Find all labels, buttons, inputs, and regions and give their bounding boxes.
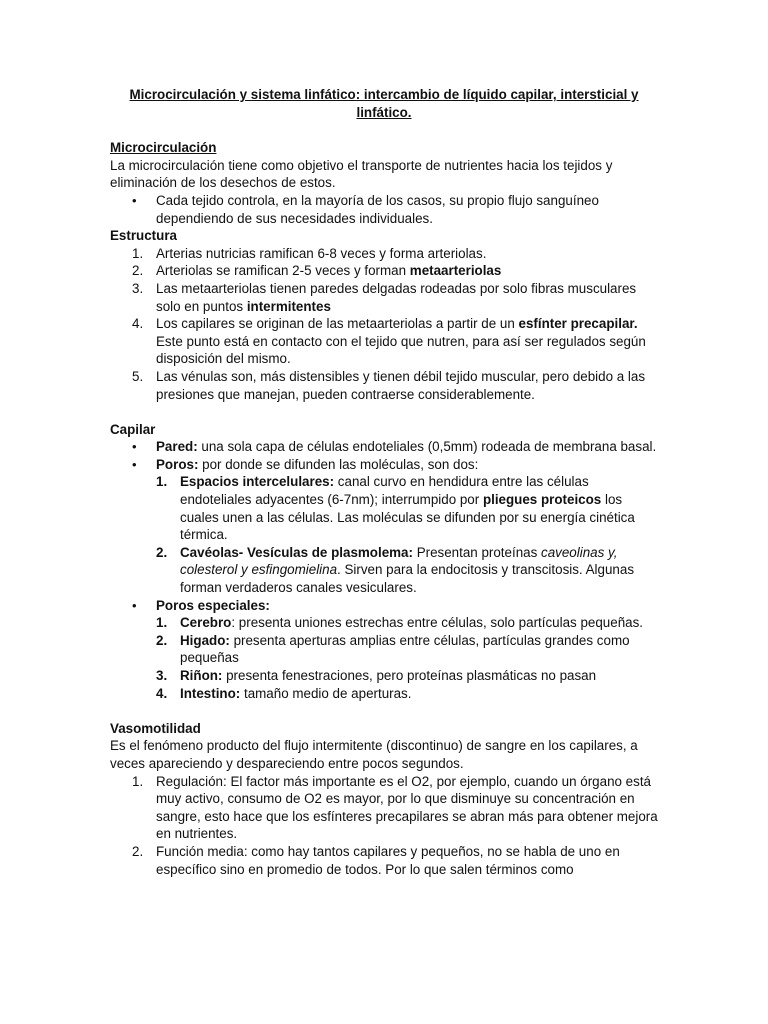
list-item: 1. Espacios intercelulares: canal curvo en hendidura entre las células endoteliales adyacentes (6-7nm); interrumpido por pliegues proteicos los cuales unen a las células. Las moléculas se difunden por su energía cinética térmica. <box>156 474 635 543</box>
list-item: 3. Las metaarteriolas tienen paredes delgadas rodeadas por solo fibras musculares solo en puntos intermitentes <box>132 280 637 314</box>
spacer <box>110 702 658 720</box>
list-item: 2. Cavéolas- Vesículas de plasmolema: Presentan proteínas caveolinas y, colesterol y esfingomielina. Sirven para la endocitosis y transcitosis. Algunas forman verdaderos canales vesiculares. <box>156 544 635 596</box>
especiales-sublist <box>110 614 658 702</box>
list-item: 3. Riñon: presenta fenestraciones, pero proteínas plasmáticas no pasan <box>156 668 597 683</box>
list-item: 1. Arterias nutricias ramifican 6-8 veces y forma arteriolas. <box>132 245 487 261</box>
list-item: 4. Intestino: tamaño medio de aperturas. <box>156 685 412 701</box>
list-item: 2. Higado: presenta aperturas amplias entre células, partículas grandes como pequeñas <box>156 632 630 666</box>
spacer <box>110 403 658 421</box>
list-item: • Poros: por donde se difunden las moléculas, son dos: <box>110 456 658 474</box>
list-item: • Poros especiales: <box>110 597 658 615</box>
document-body <box>110 86 658 878</box>
section-heading-microcirculacion: Microcirculación <box>110 140 217 156</box>
list-item: 5. Las vénulas son, más distensibles y tienen débil tejido muscular, pero debido a las presiones que manejan, pueden contraerse considerablemente. <box>132 368 646 402</box>
list-item: 2. Arteriolas se ramifican 2-5 veces y forman metaarteriolas <box>132 263 502 279</box>
section-heading-vasomotilidad: Vasomotilidad <box>110 720 201 736</box>
list-item: 4. Los capilares se originan de las metaarteriolas a partir de un esfínter precapilar. Este punto está en contacto con el tejido que nutren, para así ser regulados según disposición del mismo. <box>132 316 646 367</box>
section-heading-estructura: Estructura <box>110 228 177 244</box>
list-item: 1. Regulación: El factor más importante es el O2, por ejemplo, cuando un órgano está muy activo, consumo de O2 es mayor, por lo que disminuye su concentración en sangre, esto hace que los esfínteres precapilares se abran más para obtener mejora en nutrientes. <box>132 773 658 842</box>
especiales-bullet <box>110 597 658 615</box>
list-item: • Pared: una sola capa de células endoteliales (0,5mm) rodeada de membrana basal. <box>110 438 658 456</box>
document-title: Microcirculación y sistema linfático: intercambio de líquido capilar, intersticial y linfático. <box>129 87 639 120</box>
estructura-list <box>110 245 658 403</box>
list-item: 2. Función media: como hay tantos capilares y pequeños, no se habla de uno en específico sino en promedio de todos. Por lo que salen términos como <box>132 843 620 877</box>
section-heading-capilar: Capilar <box>110 421 156 437</box>
vasomotilidad-intro: Es el fenómeno producto del flujo intermitente (discontinuo) de sangre en los capilares, a veces apareciendo y despareciendo entre pocos segundos. <box>110 738 638 771</box>
poros-sublist <box>110 473 658 596</box>
microcirculacion-bullets <box>110 192 658 227</box>
list-item: • Cada tejido controla, en la mayoría de los casos, su propio flujo sanguíneo dependiendo de sus necesidades individuales. <box>110 192 658 227</box>
microcirculacion-intro: La microcirculación tiene como objetivo el transporte de nutrientes hacia los tejidos y eliminación de los desechos de estos. <box>110 157 613 191</box>
vasomotilidad-list <box>110 773 658 879</box>
list-item: 1. Cerebro: presenta uniones estrechas entre células, solo partículas pequeñas. <box>156 615 644 631</box>
capilar-bullets <box>110 438 658 473</box>
